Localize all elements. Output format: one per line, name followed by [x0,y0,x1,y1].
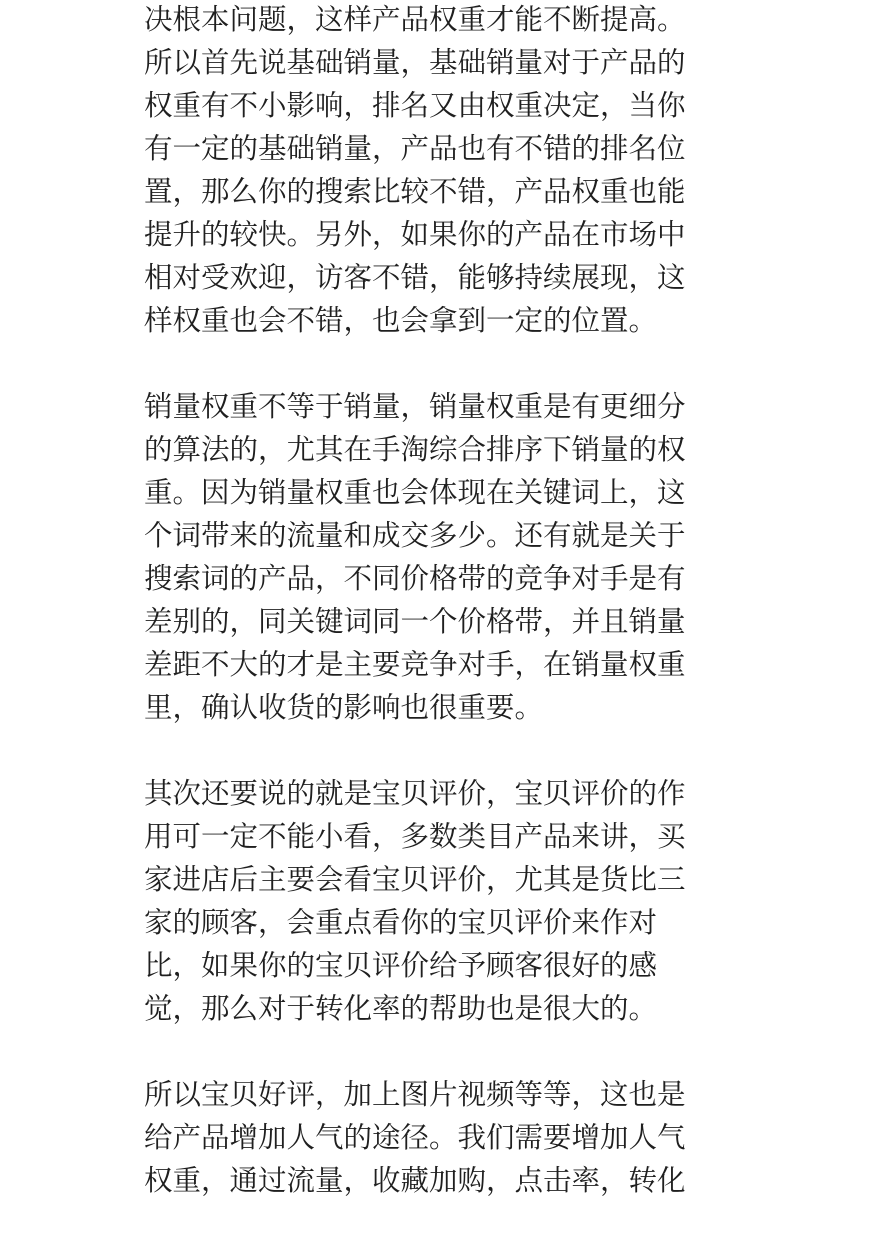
text-line: 样权重也会不错，也会拿到一定的位置。 [144,304,658,337]
text-line: 给产品增加人气的途径。我们需要增加人气 [144,1121,686,1154]
text-line: 决根本问题，这样产品权重才能不断提高。 [144,3,686,36]
text-line: 权重，通过流量，收藏加购，点击率，转化 [144,1164,686,1197]
text-line: 其次还要说的就是宝贝评价，宝贝评价的作 [144,777,686,810]
text-line: 里，确认收货的影响也很重要。 [144,691,544,724]
text-line: 相对受欢迎，访客不错，能够持续展现，这 [144,261,686,294]
article-body [144,0,734,1245]
text-line: 权重有不小影响，排名又由权重决定，当你 [144,89,686,122]
text-line: 用可一定不能小看，多数类目产品来讲，买 [144,820,686,853]
text-line: 差距不大的才是主要竞争对手，在销量权重 [144,648,686,681]
text-line: 家进店后主要会看宝贝评价，尤其是货比三 [144,863,686,896]
paragraph-reviews [144,772,734,1030]
text-line: 搜索词的产品，不同价格带的竞争对手是有 [144,562,686,595]
paragraph-base-sales [144,0,734,342]
text-line: 所以宝贝好评，加上图片视频等等，这也是 [144,1078,686,1111]
text-line: 所以首先说基础销量，基础销量对于产品的 [144,46,686,79]
text-line: 个词带来的流量和成交多少。还有就是关于 [144,519,686,552]
text-line: 置，那么你的搜索比较不错，产品权重也能 [144,175,686,208]
text-line: 差别的，同关键词同一个价格带，并且销量 [144,605,686,638]
text-line: 提升的较快。另外，如果你的产品在市场中 [144,218,686,251]
text-line: 比，如果你的宝贝评价给予顾客很好的感 [144,949,658,982]
text-line: 重。因为销量权重也会体现在关键词上，这 [144,476,686,509]
text-line: 销量权重不等于销量，销量权重是有更细分 [144,390,686,423]
text-line: 有一定的基础销量，产品也有不错的排名位 [144,132,686,165]
text-line: 家的顾客，会重点看你的宝贝评价来作对 [144,906,658,939]
paragraph-sales-weight [144,385,734,729]
text-line: 的算法的，尤其在手淘综合排序下销量的权 [144,433,686,466]
text-line: 觉，那么对于转化率的帮助也是很大的。 [144,992,658,1025]
